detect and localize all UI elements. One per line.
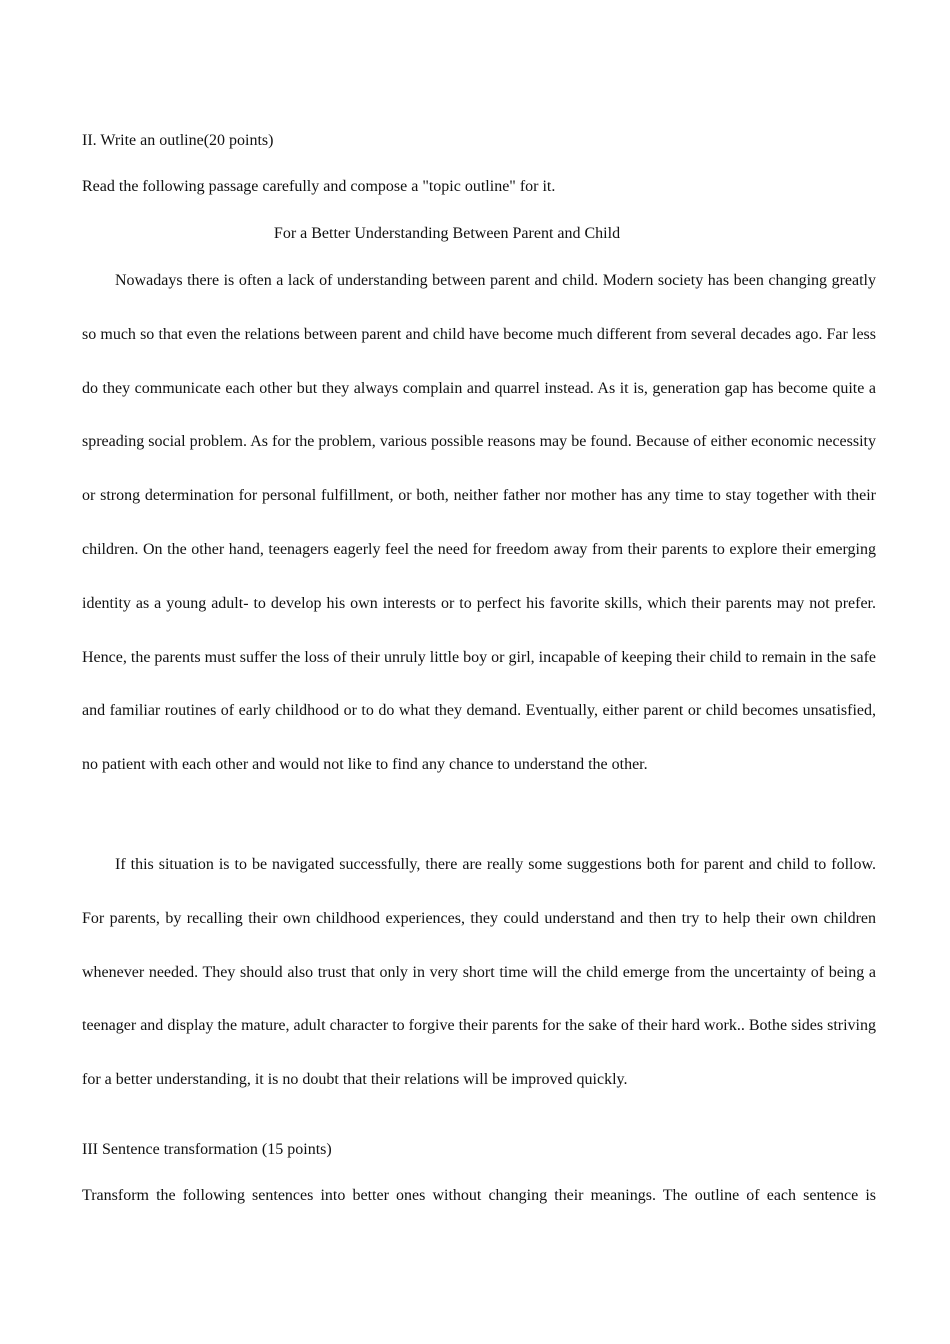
section-3-heading: III Sentence transformation (15 points) — [82, 1141, 332, 1158]
section-2-instruction: Read the following passage carefully and compose a "topic outline" for it. — [82, 178, 556, 195]
passage-paragraph-2: If this situation is to be navigated successfully, there are really some suggestions both for parent and child to follow. For parents, by recalling their own childhood experiences, they could understand and then try to help their own children whenever needed. They should also trust that only in very short time will the child emerge from the uncertainty of being a teenager and display the mature, adult character to forgive their parents for the sake of their hard work.. Bothe sides striving for a better understanding, it is no doubt that their relations will be improved quickly. — [82, 856, 876, 1089]
section-3-instruction: Transform the following sentences into better ones without changing their meanings. The outline of each sentence is — [82, 1187, 876, 1204]
passage-paragraph-1: Nowadays there is often a lack of understanding between parent and child. Modern society has been changing greatly so much so that even the relations between parent and child have become much different from several decades ago. Far less do they communicate each other but they always complain and quarrel instead. As it is, generation gap has become quite a spreading social problem. As for the problem, various possible reasons may be found. Because of either economic necessity or strong determination for personal fulfillment, or both, neither father nor mother has any time to stay together with their children. On the other hand, teenagers eagerly feel the need for freedom away from their parents to explore their emerging identity as a young adult- to develop his own interests or to perfect his favorite skills, which their parents may not prefer. Hence, the parents must suffer the loss of their unruly little boy or girl, incapable of keeping their child to remain in the safe and familiar routines of early childhood or to do what they demand. Eventually, either parent or child becomes unsatisfied, no patient with each other and would not like to find any chance to understand the other. — [82, 272, 876, 774]
passage-title: For a Better Understanding Between Parent and Child — [273, 225, 621, 242]
section-2-heading: II. Write an outline(20 points) — [82, 132, 274, 149]
